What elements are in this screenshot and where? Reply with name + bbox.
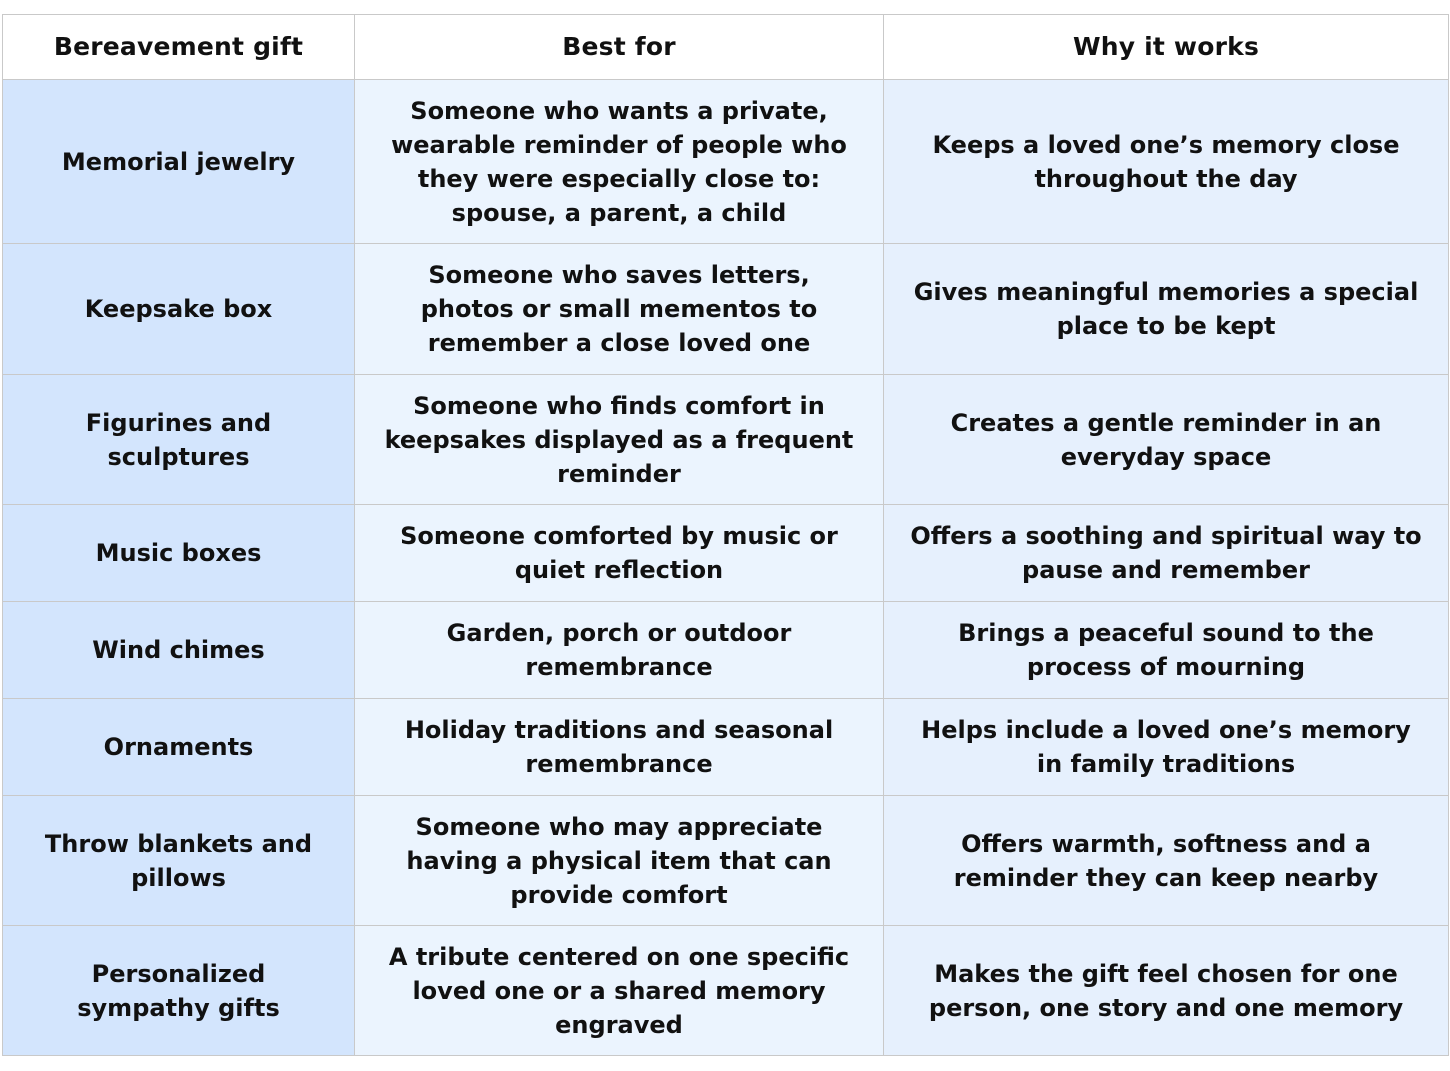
table-row (3, 244, 1449, 375)
table-row (3, 602, 1449, 699)
best-for-cell: Someone who wants a private, wearable reminder of people who they were especially close to: spouse, a parent, a child (355, 80, 884, 244)
best-for-cell: Someone who saves letters, photos or small mementos to remember a close loved one (355, 244, 884, 375)
gift-name-cell: Memorial jewelry (3, 80, 355, 244)
best-for-cell: A tribute centered on one specific loved one or a shared memory engraved (355, 926, 884, 1056)
table-row (3, 796, 1449, 926)
table-row (3, 699, 1449, 796)
column-header-why-it-works: Why it works (884, 15, 1449, 80)
why-it-works-cell: Brings a peaceful sound to the process of mourning (884, 602, 1449, 699)
best-for-cell: Someone comforted by music or quiet reflection (355, 505, 884, 602)
why-it-works-cell: Keeps a loved one’s memory close throughout the day (884, 80, 1449, 244)
best-for-cell: Someone who finds comfort in keepsakes displayed as a frequent reminder (355, 375, 884, 505)
best-for-cell: Holiday traditions and seasonal remembrance (355, 699, 884, 796)
why-it-works-cell: Gives meaningful memories a special place to be kept (884, 244, 1449, 375)
header-row (3, 15, 1449, 80)
gift-name-cell: Throw blankets and pillows (3, 796, 355, 926)
gift-name-cell: Wind chimes (3, 602, 355, 699)
why-it-works-cell: Helps include a loved one’s memory in family traditions (884, 699, 1449, 796)
why-it-works-cell: Makes the gift feel chosen for one person, one story and one memory (884, 926, 1449, 1056)
gift-name-cell: Personalized sympathy gifts (3, 926, 355, 1056)
column-header-best-for: Best for (355, 15, 884, 80)
gift-name-cell: Keepsake box (3, 244, 355, 375)
table-row (3, 375, 1449, 505)
best-for-cell: Garden, porch or outdoor remembrance (355, 602, 884, 699)
table-row (3, 505, 1449, 602)
why-it-works-cell: Offers a soothing and spiritual way to pause and remember (884, 505, 1449, 602)
table-row (3, 80, 1449, 244)
gift-name-cell: Figurines and sculptures (3, 375, 355, 505)
gift-name-cell: Music boxes (3, 505, 355, 602)
gift-name-cell: Ornaments (3, 699, 355, 796)
why-it-works-cell: Offers warmth, softness and a reminder they can keep nearby (884, 796, 1449, 926)
best-for-cell: Someone who may appreciate having a physical item that can provide comfort (355, 796, 884, 926)
column-header-gift: Bereavement gift (3, 15, 355, 80)
bereavement-gift-table (2, 14, 1449, 1056)
table-row (3, 926, 1449, 1056)
why-it-works-cell: Creates a gentle reminder in an everyday space (884, 375, 1449, 505)
